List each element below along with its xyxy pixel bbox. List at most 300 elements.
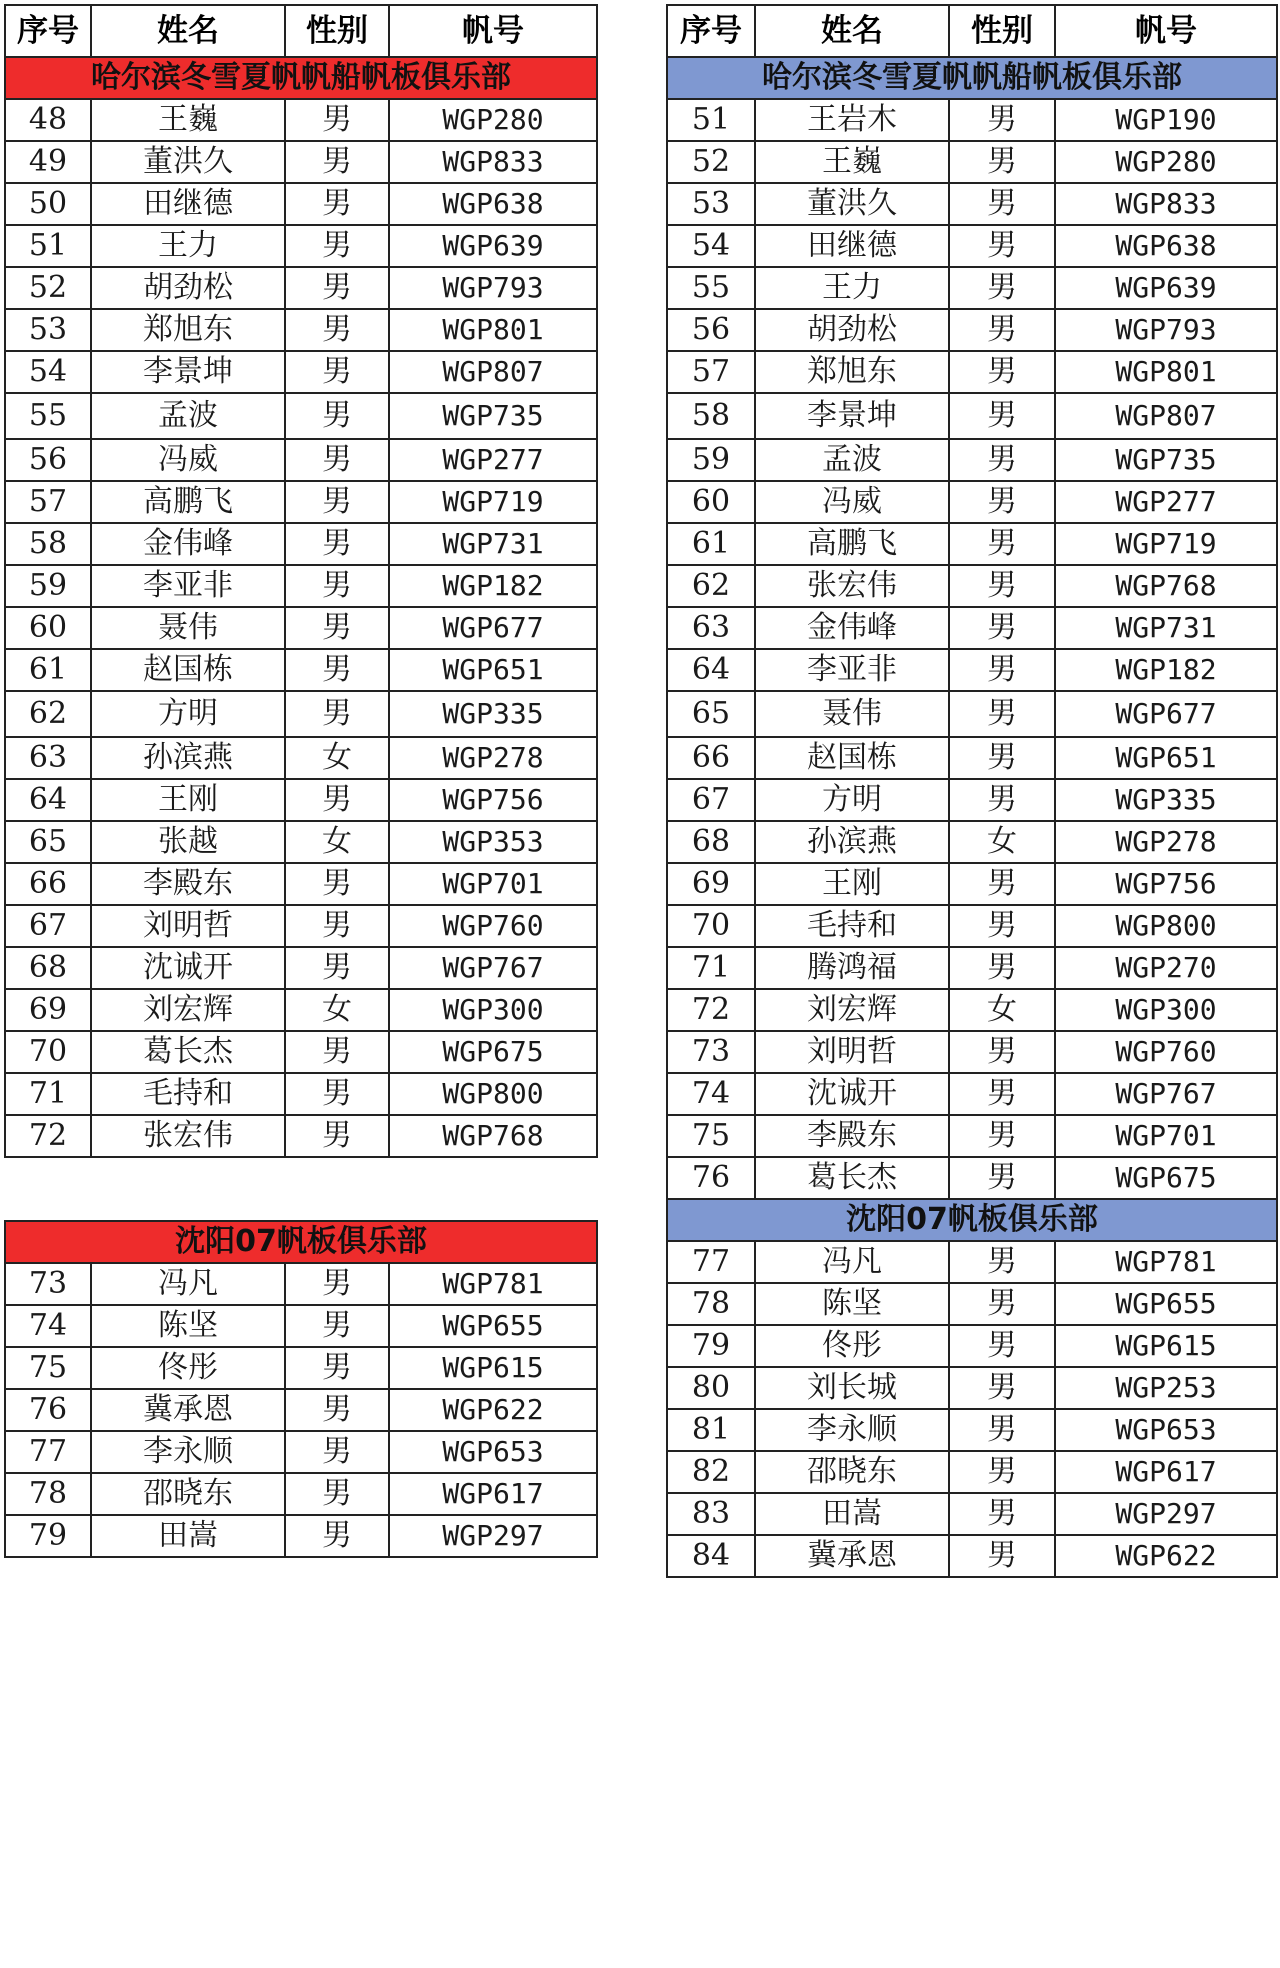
cell-gender: 男: [949, 481, 1055, 523]
table-row: [5, 523, 597, 565]
cell-sail-number: WGP182: [1055, 649, 1277, 691]
cell-number: 58: [5, 523, 91, 565]
cell-gender: 男: [949, 607, 1055, 649]
cell-number: 51: [5, 225, 91, 267]
cell-number: 65: [5, 821, 91, 863]
section-spacer: [5, 1157, 597, 1221]
cell-name: 赵国栋: [755, 737, 949, 779]
cell-gender: 男: [285, 183, 389, 225]
cell-name: 田继德: [755, 225, 949, 267]
club-name: 哈尔滨冬雪夏帆帆船帆板俱乐部: [5, 57, 597, 99]
cell-gender: 男: [285, 1263, 389, 1305]
cell-number: 54: [667, 225, 755, 267]
cell-number: 63: [5, 737, 91, 779]
cell-gender: 男: [949, 523, 1055, 565]
cell-number: 69: [667, 863, 755, 905]
cell-sail-number: WGP617: [389, 1473, 597, 1515]
table-row: [667, 1367, 1277, 1409]
col-header-sail: 帆号: [1055, 5, 1277, 57]
cell-gender: 男: [949, 267, 1055, 309]
table-row: [667, 1073, 1277, 1115]
cell-gender: 男: [949, 863, 1055, 905]
left-roster-body: [5, 5, 597, 1557]
cell-gender: 女: [285, 989, 389, 1031]
table-row: [5, 225, 597, 267]
cell-sail-number: WGP297: [1055, 1493, 1277, 1535]
cell-sail-number: WGP335: [1055, 779, 1277, 821]
cell-number: 60: [667, 481, 755, 523]
cell-gender: 男: [285, 863, 389, 905]
cell-gender: 男: [285, 905, 389, 947]
cell-gender: 男: [949, 1325, 1055, 1367]
table-row: [667, 225, 1277, 267]
cell-gender: 男: [285, 1305, 389, 1347]
table-row: [5, 1031, 597, 1073]
table-row: [667, 1535, 1277, 1577]
cell-sail-number: WGP277: [1055, 481, 1277, 523]
cell-name: 邵晓东: [755, 1451, 949, 1493]
cell-name: 李景坤: [755, 393, 949, 439]
cell-number: 67: [667, 779, 755, 821]
cell-name: 张宏伟: [755, 565, 949, 607]
cell-sail-number: WGP639: [1055, 267, 1277, 309]
cell-gender: 男: [949, 1157, 1055, 1199]
cell-sail-number: WGP617: [1055, 1451, 1277, 1493]
cell-number: 64: [5, 779, 91, 821]
cell-number: 74: [667, 1073, 755, 1115]
cell-name: 高鹏飞: [755, 523, 949, 565]
cell-gender: 男: [285, 309, 389, 351]
cell-number: 63: [667, 607, 755, 649]
cell-name: 冯威: [91, 439, 285, 481]
cell-number: 72: [5, 1115, 91, 1157]
cell-sail-number: WGP756: [1055, 863, 1277, 905]
cell-number: 52: [667, 141, 755, 183]
cell-sail-number: WGP622: [1055, 1535, 1277, 1577]
col-header-sail: 帆号: [389, 5, 597, 57]
club-name: 沈阳07帆板俱乐部: [5, 1221, 597, 1263]
table-row: [5, 141, 597, 183]
cell-number: 52: [5, 267, 91, 309]
cell-name: 王力: [755, 267, 949, 309]
cell-gender: 男: [949, 309, 1055, 351]
cell-sail-number: WGP781: [389, 1263, 597, 1305]
table-row: [667, 649, 1277, 691]
cell-gender: 男: [949, 1535, 1055, 1577]
cell-sail-number: WGP653: [1055, 1409, 1277, 1451]
cell-sail-number: WGP719: [389, 481, 597, 523]
col-header-name: 姓名: [91, 5, 285, 57]
cell-sail-number: WGP622: [389, 1389, 597, 1431]
cell-number: 68: [667, 821, 755, 863]
cell-number: 82: [667, 1451, 755, 1493]
cell-gender: 男: [285, 1031, 389, 1073]
cell-sail-number: WGP767: [389, 947, 597, 989]
cell-number: 58: [667, 393, 755, 439]
table-row: [667, 393, 1277, 439]
cell-name: 李亚非: [755, 649, 949, 691]
cell-sail-number: WGP182: [389, 565, 597, 607]
table-row: [667, 1241, 1277, 1283]
cell-name: 胡劲松: [91, 267, 285, 309]
cell-name: 刘长城: [755, 1367, 949, 1409]
cell-name: 佟彤: [91, 1347, 285, 1389]
cell-sail-number: WGP655: [389, 1305, 597, 1347]
cell-name: 刘明哲: [91, 905, 285, 947]
cell-gender: 男: [949, 1283, 1055, 1325]
cell-sail-number: WGP701: [389, 863, 597, 905]
cell-sail-number: WGP735: [389, 393, 597, 439]
table-row: [667, 905, 1277, 947]
cell-sail-number: WGP801: [389, 309, 597, 351]
col-header-no: 序号: [5, 5, 91, 57]
cell-sail-number: WGP800: [389, 1073, 597, 1115]
table-row: [667, 183, 1277, 225]
cell-number: 54: [5, 351, 91, 393]
cell-gender: 男: [285, 607, 389, 649]
cell-gender: 男: [285, 1073, 389, 1115]
cell-number: 49: [5, 141, 91, 183]
cell-gender: 女: [949, 821, 1055, 863]
cell-gender: 男: [949, 691, 1055, 737]
cell-name: 田嵩: [91, 1515, 285, 1557]
cell-number: 66: [5, 863, 91, 905]
cell-number: 62: [5, 691, 91, 737]
table-row: [667, 607, 1277, 649]
club-header-row: [5, 57, 597, 99]
left-roster-table: [4, 4, 598, 1558]
cell-gender: 男: [285, 1473, 389, 1515]
cell-name: 腾鸿福: [755, 947, 949, 989]
table-row: [667, 1283, 1277, 1325]
cell-gender: 男: [949, 947, 1055, 989]
cell-gender: 男: [285, 225, 389, 267]
cell-gender: 男: [949, 225, 1055, 267]
cell-gender: 男: [285, 1389, 389, 1431]
cell-name: 金伟峰: [755, 607, 949, 649]
table-row: [5, 393, 597, 439]
table-row: [5, 565, 597, 607]
club-header-row: [5, 1221, 597, 1263]
table-row: [5, 607, 597, 649]
table-row: [667, 1157, 1277, 1199]
cell-number: 60: [5, 607, 91, 649]
cell-name: 赵国栋: [91, 649, 285, 691]
table-row: [5, 439, 597, 481]
cell-name: 陈坚: [755, 1283, 949, 1325]
cell-gender: 男: [949, 779, 1055, 821]
cell-sail-number: WGP615: [1055, 1325, 1277, 1367]
cell-sail-number: WGP190: [1055, 99, 1277, 141]
cell-gender: 男: [949, 1367, 1055, 1409]
cell-gender: 男: [949, 1451, 1055, 1493]
cell-gender: 男: [949, 439, 1055, 481]
cell-number: 80: [667, 1367, 755, 1409]
table-row: [667, 1325, 1277, 1367]
cell-number: 77: [5, 1431, 91, 1473]
cell-name: 王岩木: [755, 99, 949, 141]
cell-number: 65: [667, 691, 755, 737]
cell-sail-number: WGP801: [1055, 351, 1277, 393]
cell-name: 张越: [91, 821, 285, 863]
cell-sail-number: WGP807: [389, 351, 597, 393]
col-header-gender: 性别: [949, 5, 1055, 57]
table-row: [667, 267, 1277, 309]
cell-gender: 男: [949, 1409, 1055, 1451]
cell-sail-number: WGP800: [1055, 905, 1277, 947]
cell-number: 81: [667, 1409, 755, 1451]
cell-name: 冯威: [755, 481, 949, 523]
cell-number: 83: [667, 1493, 755, 1535]
table-row: [5, 905, 597, 947]
table-row: [5, 1073, 597, 1115]
cell-number: 66: [667, 737, 755, 779]
cell-sail-number: WGP735: [1055, 439, 1277, 481]
cell-gender: 男: [949, 565, 1055, 607]
table-row: [667, 351, 1277, 393]
cell-gender: 男: [285, 267, 389, 309]
cell-sail-number: WGP639: [389, 225, 597, 267]
cell-sail-number: WGP793: [389, 267, 597, 309]
cell-name: 毛持和: [755, 905, 949, 947]
cell-number: 62: [667, 565, 755, 607]
cell-name: 沈诚开: [755, 1073, 949, 1115]
cell-sail-number: WGP300: [1055, 989, 1277, 1031]
cell-sail-number: WGP335: [389, 691, 597, 737]
cell-name: 葛长杰: [91, 1031, 285, 1073]
cell-sail-number: WGP756: [389, 779, 597, 821]
cell-name: 高鹏飞: [91, 481, 285, 523]
cell-gender: 男: [949, 351, 1055, 393]
cell-sail-number: WGP677: [389, 607, 597, 649]
cell-name: 王刚: [91, 779, 285, 821]
cell-sail-number: WGP353: [389, 821, 597, 863]
cell-name: 王刚: [755, 863, 949, 905]
cell-sail-number: WGP638: [389, 183, 597, 225]
cell-gender: 男: [285, 99, 389, 141]
table-row: [5, 1389, 597, 1431]
cell-sail-number: WGP701: [1055, 1115, 1277, 1157]
cell-name: 沈诚开: [91, 947, 285, 989]
cell-sail-number: WGP277: [389, 439, 597, 481]
cell-gender: 男: [949, 393, 1055, 439]
cell-name: 田嵩: [755, 1493, 949, 1535]
cell-number: 71: [667, 947, 755, 989]
cell-sail-number: WGP280: [389, 99, 597, 141]
cell-name: 葛长杰: [755, 1157, 949, 1199]
table-row: [667, 1031, 1277, 1073]
cell-number: 61: [667, 523, 755, 565]
cell-number: 59: [5, 565, 91, 607]
cell-sail-number: WGP677: [1055, 691, 1277, 737]
cell-sail-number: WGP655: [1055, 1283, 1277, 1325]
cell-sail-number: WGP653: [389, 1431, 597, 1473]
club-name: 沈阳07帆板俱乐部: [667, 1199, 1277, 1241]
cell-number: 73: [5, 1263, 91, 1305]
cell-sail-number: WGP760: [1055, 1031, 1277, 1073]
cell-name: 李殿东: [91, 863, 285, 905]
cell-name: 王巍: [91, 99, 285, 141]
cell-gender: 男: [949, 649, 1055, 691]
cell-number: 84: [667, 1535, 755, 1577]
cell-name: 田继德: [91, 183, 285, 225]
right-roster-body: [667, 5, 1277, 1577]
cell-sail-number: WGP760: [389, 905, 597, 947]
cell-number: 75: [5, 1347, 91, 1389]
cell-number: 64: [667, 649, 755, 691]
cell-name: 金伟峰: [91, 523, 285, 565]
cell-number: 79: [667, 1325, 755, 1367]
cell-gender: 男: [285, 481, 389, 523]
cell-gender: 男: [285, 691, 389, 737]
cell-gender: 男: [949, 183, 1055, 225]
cell-name: 张宏伟: [91, 1115, 285, 1157]
table-row: [5, 1263, 597, 1305]
cell-name: 董洪久: [91, 141, 285, 183]
cell-sail-number: WGP781: [1055, 1241, 1277, 1283]
cell-name: 郑旭东: [91, 309, 285, 351]
table-row: [667, 863, 1277, 905]
table-row: [667, 565, 1277, 607]
table-row: [5, 779, 597, 821]
club-name: 哈尔滨冬雪夏帆帆船帆板俱乐部: [667, 57, 1277, 99]
club-header-row: [667, 1199, 1277, 1241]
cell-number: 55: [5, 393, 91, 439]
cell-sail-number: WGP278: [1055, 821, 1277, 863]
cell-gender: 男: [285, 439, 389, 481]
cell-name: 李永顺: [91, 1431, 285, 1473]
table-row: [667, 821, 1277, 863]
cell-sail-number: WGP615: [389, 1347, 597, 1389]
cell-name: 王巍: [755, 141, 949, 183]
cell-number: 76: [667, 1157, 755, 1199]
cell-name: 邵晓东: [91, 1473, 285, 1515]
cell-name: 孟波: [91, 393, 285, 439]
table-row: [667, 1409, 1277, 1451]
cell-number: 70: [667, 905, 755, 947]
cell-gender: 男: [285, 141, 389, 183]
table-row: [5, 1431, 597, 1473]
table-row: [5, 183, 597, 225]
cell-number: 57: [667, 351, 755, 393]
cell-name: 陈坚: [91, 1305, 285, 1347]
cell-gender: 男: [285, 393, 389, 439]
cell-gender: 男: [285, 649, 389, 691]
cell-number: 77: [667, 1241, 755, 1283]
cell-name: 李亚非: [91, 565, 285, 607]
cell-number: 73: [667, 1031, 755, 1073]
cell-gender: 男: [285, 947, 389, 989]
cell-number: 56: [5, 439, 91, 481]
cell-gender: 男: [285, 1115, 389, 1157]
cell-number: 74: [5, 1305, 91, 1347]
cell-name: 刘明哲: [755, 1031, 949, 1073]
cell-gender: 男: [285, 779, 389, 821]
col-header-no: 序号: [667, 5, 755, 57]
cell-number: 56: [667, 309, 755, 351]
table-row: [667, 1493, 1277, 1535]
cell-name: 胡劲松: [755, 309, 949, 351]
cell-name: 冯凡: [755, 1241, 949, 1283]
cell-gender: 男: [949, 1241, 1055, 1283]
table-row: [667, 439, 1277, 481]
cell-name: 冯凡: [91, 1263, 285, 1305]
cell-gender: 女: [285, 737, 389, 779]
cell-name: 李景坤: [91, 351, 285, 393]
table-row: [5, 1305, 597, 1347]
cell-gender: 男: [949, 1493, 1055, 1535]
cell-number: 79: [5, 1515, 91, 1557]
table-row: [5, 821, 597, 863]
table-row: [667, 481, 1277, 523]
cell-sail-number: WGP768: [389, 1115, 597, 1157]
table-row: [5, 1115, 597, 1157]
cell-gender: 男: [949, 1073, 1055, 1115]
cell-number: 50: [5, 183, 91, 225]
cell-number: 53: [667, 183, 755, 225]
cell-sail-number: WGP675: [1055, 1157, 1277, 1199]
table-row: [667, 779, 1277, 821]
cell-gender: 男: [285, 1347, 389, 1389]
table-row: [5, 649, 597, 691]
cell-gender: 男: [949, 141, 1055, 183]
cell-gender: 男: [285, 523, 389, 565]
table-row: [5, 1515, 597, 1557]
table-row: [5, 99, 597, 141]
cell-sail-number: WGP278: [389, 737, 597, 779]
cell-number: 57: [5, 481, 91, 523]
cell-sail-number: WGP300: [389, 989, 597, 1031]
cell-number: 48: [5, 99, 91, 141]
table-row: [667, 691, 1277, 737]
cell-gender: 男: [285, 1515, 389, 1557]
table-row: [5, 947, 597, 989]
cell-number: 70: [5, 1031, 91, 1073]
cell-gender: 女: [285, 821, 389, 863]
cell-number: 67: [5, 905, 91, 947]
cell-number: 51: [667, 99, 755, 141]
cell-gender: 男: [949, 905, 1055, 947]
cell-number: 78: [667, 1283, 755, 1325]
table-row: [5, 351, 597, 393]
cell-name: 毛持和: [91, 1073, 285, 1115]
cell-gender: 男: [285, 351, 389, 393]
cell-name: 冀承恩: [91, 1389, 285, 1431]
section-spacer-cell: [5, 1157, 597, 1221]
table-row: [667, 141, 1277, 183]
table-row: [667, 309, 1277, 351]
table-row: [667, 1115, 1277, 1157]
table-row: [667, 737, 1277, 779]
table-row: [5, 1347, 597, 1389]
header-row: [5, 5, 597, 57]
col-header-name: 姓名: [755, 5, 949, 57]
table-row: [5, 691, 597, 737]
cell-name: 聂伟: [91, 607, 285, 649]
cell-name: 聂伟: [755, 691, 949, 737]
cell-name: 佟彤: [755, 1325, 949, 1367]
table-row: [667, 989, 1277, 1031]
header-row: [667, 5, 1277, 57]
cell-sail-number: WGP270: [1055, 947, 1277, 989]
table-row: [5, 737, 597, 779]
right-roster-table: [666, 4, 1278, 1578]
cell-sail-number: WGP807: [1055, 393, 1277, 439]
cell-name: 刘宏辉: [91, 989, 285, 1031]
cell-gender: 男: [949, 737, 1055, 779]
cell-sail-number: WGP833: [1055, 183, 1277, 225]
table-row: [5, 989, 597, 1031]
